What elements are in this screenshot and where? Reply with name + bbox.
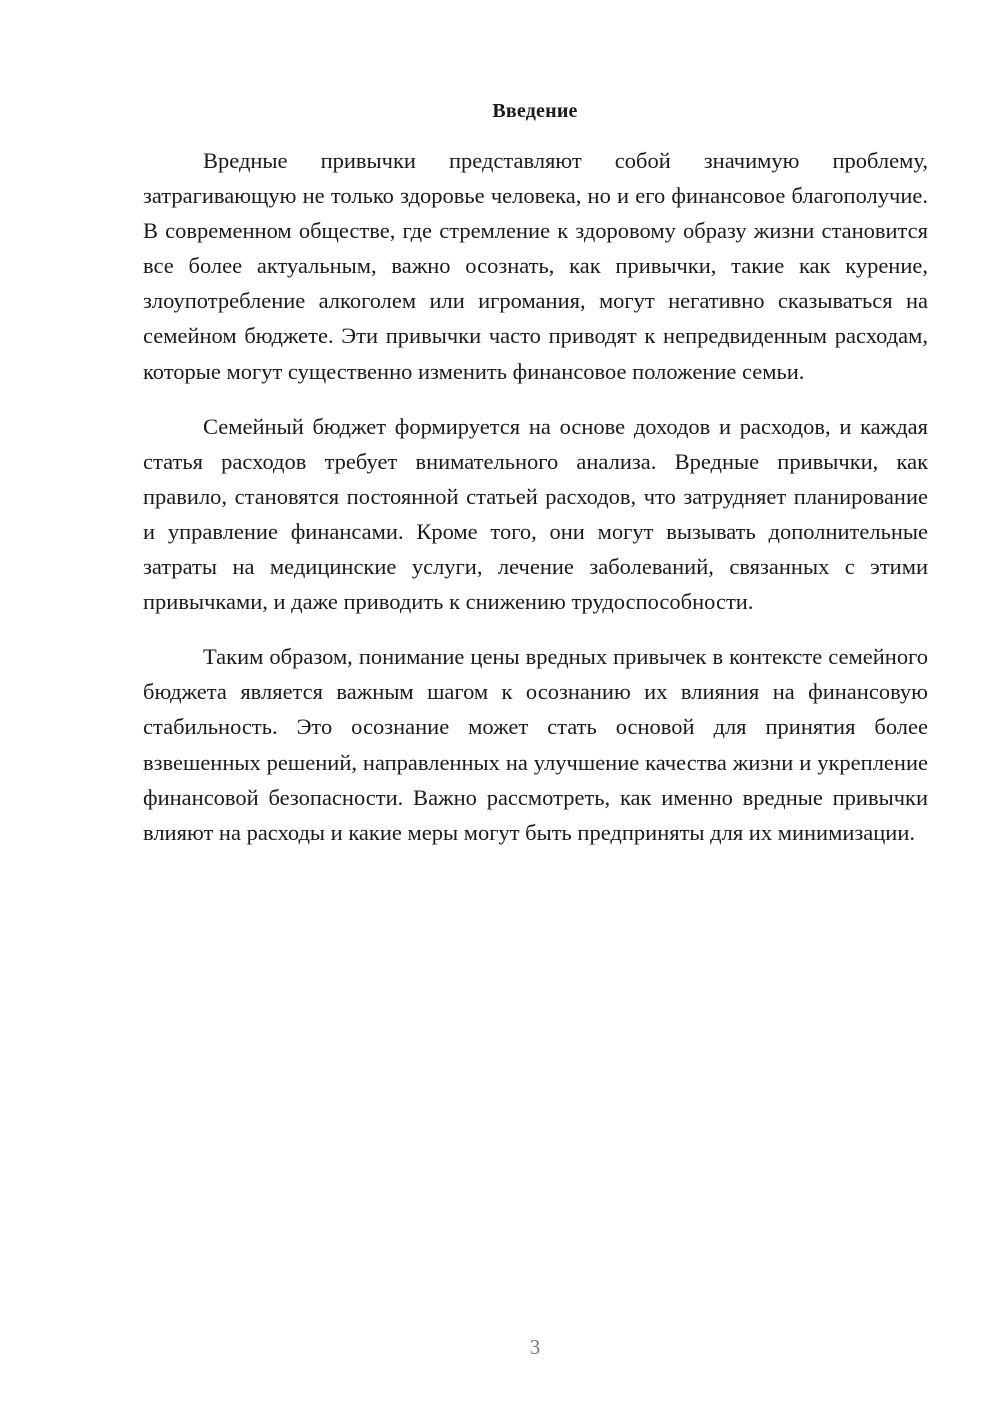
body-text — [143, 143, 928, 850]
paragraph-2: Семейный бюджет формируется на основе доходов и расходов, и каждая статья расходов требует внимательного анализа. Вредные привычки, как правило, становятся постоянной статьей расходов, что затрудняет планирование и управление финансами. Кроме того, они могут вызывать дополнительные затраты на медицинские услуги, лечение заболеваний, связанных с этими привычками, и даже приводить к снижению трудоспособности. — [143, 413, 928, 615]
page-number: 3 — [529, 1335, 541, 1359]
paragraph-3: Таким образом, понимание цены вредных привычек в контексте семейного бюджета является важным шагом к осознанию их влияния на финансовую стабильность. Это осознание может стать основой для принятия более взвешенных решений, направленных на улучшение качества жизни и укрепление финансовой безопасности. Важно рассмотреть, как именно вредные привычки влияют на расходы и какие меры могут быть предприняты для их минимизации. — [143, 644, 928, 845]
section-heading: Введение — [492, 100, 578, 122]
paragraph-1: Вредные привычки представляют собой значимую проблему, затрагивающую не только здоровье человека, но и его финансовое благополучие. В современном обществе, где стремление к здоровому образу жизни становится все более актуальным, важно осознать, как привычки, такие как курение, злоупотребление алкоголем или игромания, могут негативно сказываться на семейном бюджете. Эти привычки часто приводят к непредвиденным расходам, которые могут существенно изменить финансовое положение семьи. — [143, 148, 928, 384]
